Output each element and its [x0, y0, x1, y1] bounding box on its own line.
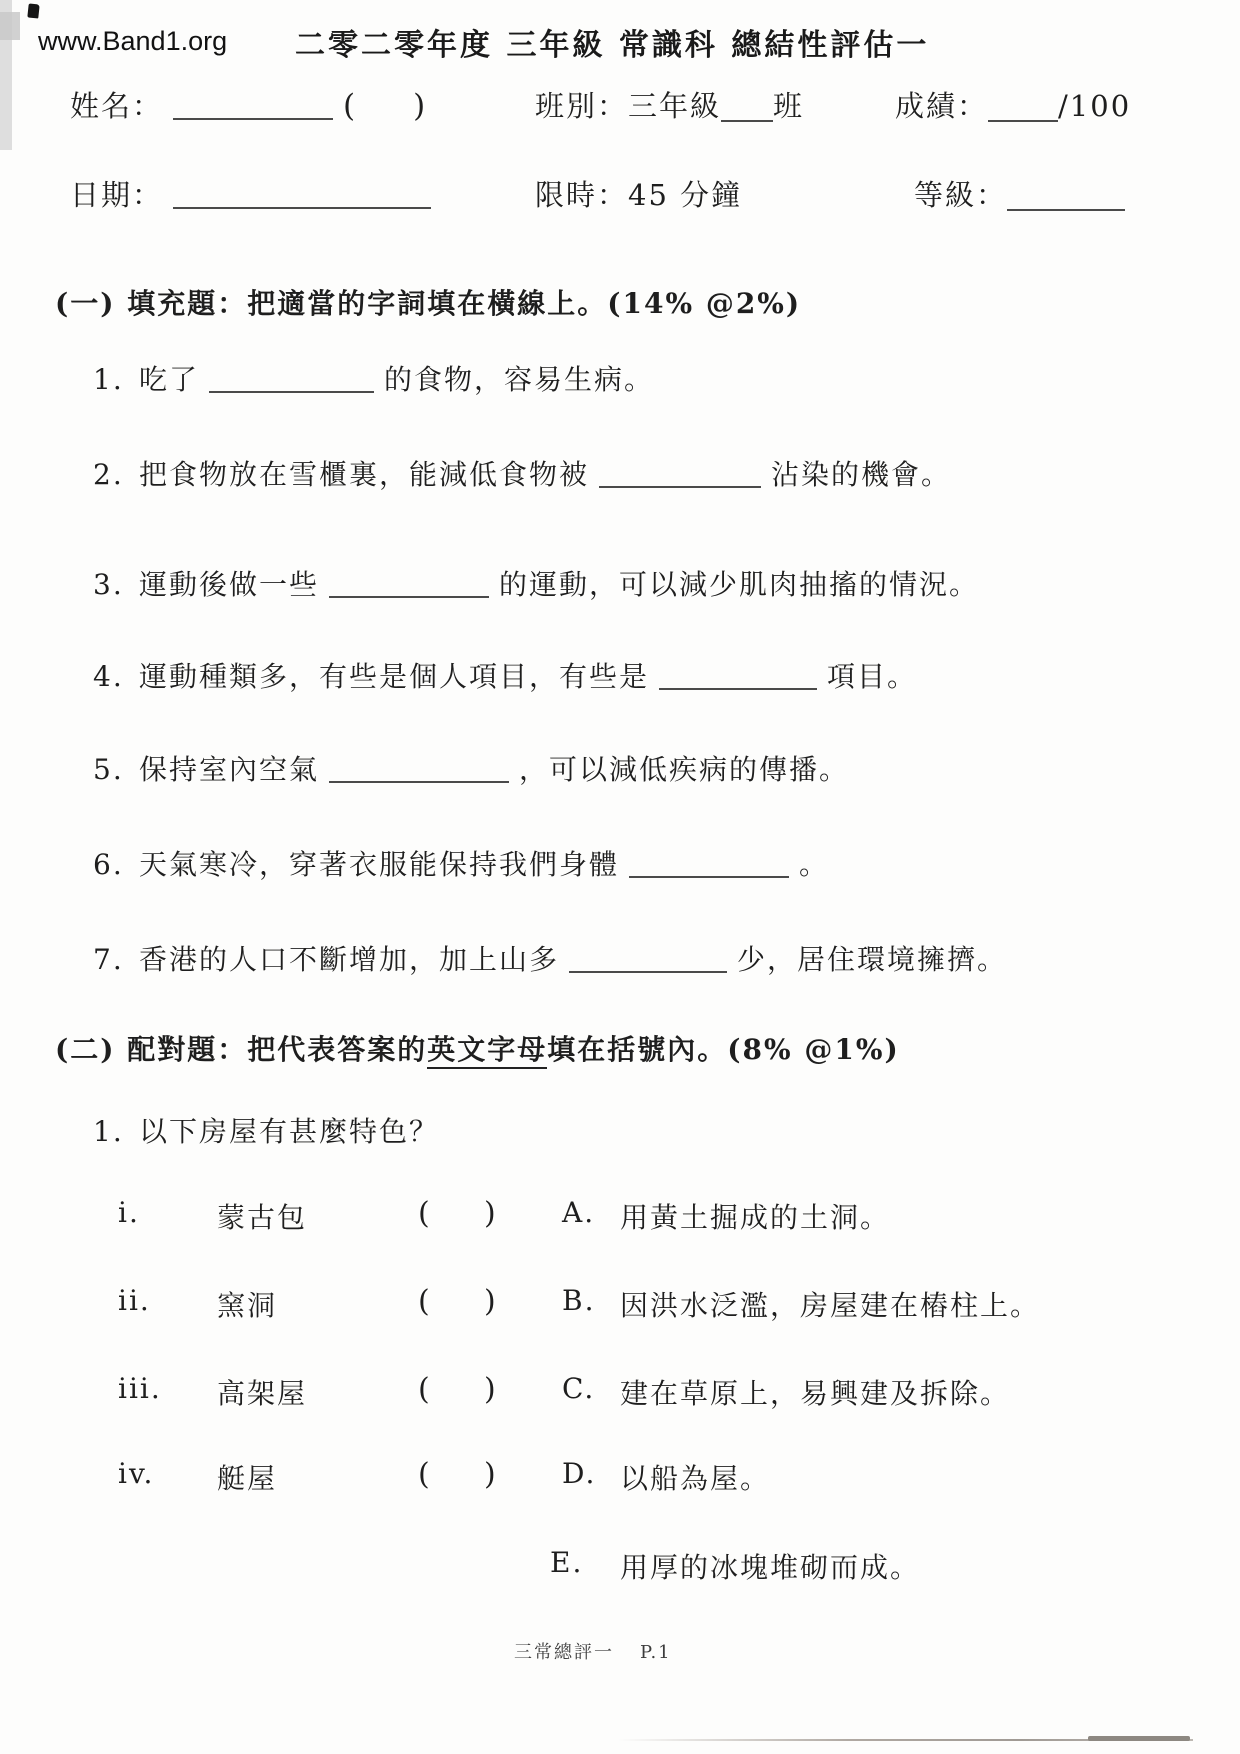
- name-blank: [173, 89, 333, 120]
- question-text-post: 少，居住環境擁擠。: [737, 943, 1008, 976]
- matching-row-ii: [0, 1284, 1240, 1326]
- fill-question-2: [93, 453, 951, 493]
- watermark-url: www.Band1.org: [38, 26, 228, 56]
- question-text-pre: 香港的人口不斷增加，加上山多: [139, 943, 560, 976]
- question-text-pre: 運動後做一些: [139, 568, 320, 601]
- item-number: ii.: [118, 1284, 151, 1317]
- question-number: 1.: [93, 1115, 124, 1148]
- answer-paren-close: ): [484, 1284, 498, 1319]
- item-number: iv.: [118, 1457, 155, 1490]
- answer-blank: [599, 458, 761, 488]
- question-text-post: 的食物，容易生病。: [384, 363, 655, 396]
- matching-row-i: [0, 1196, 1240, 1238]
- option-letter: C.: [562, 1372, 596, 1405]
- answer-blank: [629, 848, 789, 878]
- question-text-post: ，可以減低疾病的傳播。: [519, 753, 850, 786]
- fill-question-6: [93, 843, 829, 883]
- question-text: 以下房屋有甚麼特色？: [139, 1115, 440, 1148]
- section2-marker: (二): [55, 1033, 116, 1066]
- score-blank: [988, 91, 1058, 122]
- answer-blank: [329, 568, 489, 598]
- option-text: 用厚的冰塊堆砌而成。: [620, 1551, 921, 1584]
- fill-question-7: [93, 938, 1007, 978]
- section2-heading-post: 填在括號內。(8% @1%): [547, 1033, 900, 1066]
- matching-row-iii: [0, 1372, 1240, 1414]
- section2-heading-pre: 配對題：把代表答案的: [127, 1033, 428, 1066]
- footer-doc-code: 三常總評一: [514, 1642, 614, 1663]
- section2-heading-underlined: 英文字母: [427, 1033, 547, 1069]
- score-total: /100: [1058, 89, 1132, 123]
- time-value: 45 分鐘: [628, 178, 743, 212]
- answer-paren-open: (: [418, 1457, 432, 1492]
- fill-question-5: [93, 748, 849, 788]
- footer-page-number: P.1: [640, 1642, 672, 1663]
- fill-question-3: [93, 563, 979, 603]
- answer-paren-close: ): [484, 1196, 498, 1231]
- item-label: 窯洞: [217, 1289, 278, 1322]
- page-title: 二零二零年度 三年級 常識科 總結性評估一: [295, 28, 930, 63]
- class-suffix: 班: [773, 89, 805, 123]
- fill-question-4: [93, 655, 917, 695]
- page-footer: [514, 1638, 672, 1664]
- fill-question-1: [93, 358, 654, 398]
- grade-label: 等級：: [914, 178, 1008, 212]
- answer-blank: [329, 753, 509, 783]
- question-text-pre: 天氣寒冷，穿著衣服能保持我們身體: [139, 848, 620, 881]
- class-label: 班別：: [535, 89, 629, 123]
- item-number: iii.: [118, 1372, 162, 1405]
- scan-bottom-mark: [1088, 1736, 1190, 1741]
- item-label: 艇屋: [217, 1462, 278, 1495]
- option-text: 用黃土掘成的土洞。: [620, 1201, 891, 1234]
- answer-paren-close: ): [484, 1457, 498, 1492]
- question-number: 4.: [93, 660, 124, 693]
- item-number: i.: [118, 1196, 140, 1229]
- date-blank: [173, 178, 431, 209]
- question-number: 2.: [93, 458, 124, 491]
- date-field-group: [70, 173, 441, 214]
- option-text: 建在草原上，易興建及拆除。: [620, 1377, 1011, 1410]
- answer-blank: [209, 363, 374, 393]
- class-blank: [721, 91, 773, 122]
- option-letter: E.: [550, 1546, 584, 1579]
- answer-paren-close: ): [484, 1372, 498, 1407]
- option-letter: A.: [562, 1196, 596, 1229]
- question-number: 3.: [93, 568, 124, 601]
- answer-paren-open: (: [418, 1372, 432, 1407]
- answer-blank: [659, 660, 817, 690]
- option-text: 因洪水泛濫，房屋建在樁柱上。: [620, 1289, 1041, 1322]
- class-field-group: [535, 84, 804, 125]
- grade-field-group: [914, 173, 1125, 214]
- question-text-post: 沾染的機會。: [771, 458, 952, 491]
- class-prefix: 三年級: [628, 89, 722, 123]
- question-text-pre: 把食物放在雪櫃裏，能減低食物被: [139, 458, 590, 491]
- time-field-group: [535, 173, 742, 214]
- score-label: 成績：: [895, 89, 989, 123]
- name-paren-open: (: [343, 88, 358, 124]
- answer-paren-open: (: [418, 1196, 432, 1231]
- question-number: 6.: [93, 848, 124, 881]
- question-text-pre: 運動種類多，有些是個人項目，有些是: [139, 660, 650, 693]
- scan-corner-smudge: [0, 12, 20, 40]
- name-label: 姓名：: [70, 89, 164, 123]
- grade-blank: [1007, 180, 1125, 211]
- item-label: 蒙古包: [217, 1201, 308, 1234]
- question-text-pre: 保持室內空氣: [139, 753, 320, 786]
- question-text-pre: 吃了: [139, 363, 200, 396]
- option-letter: B.: [562, 1284, 596, 1317]
- date-label: 日期：: [70, 178, 164, 212]
- name-field-group: [70, 84, 427, 125]
- section1-heading: (一) 填充題：把適當的字詞填在橫線上。(14% @2%): [55, 287, 802, 320]
- question-number: 5.: [93, 753, 124, 786]
- score-field-group: [895, 84, 1131, 125]
- answer-paren-open: (: [418, 1284, 432, 1319]
- option-letter: D.: [562, 1457, 597, 1490]
- question-number: 1.: [93, 363, 124, 396]
- item-label: 高架屋: [217, 1377, 308, 1410]
- section2-heading: [55, 1028, 900, 1068]
- question-text-post: 項目。: [827, 660, 918, 693]
- matching-row-iv: [0, 1457, 1240, 1499]
- name-paren-close: ): [413, 88, 428, 124]
- scan-corner-mark: [27, 3, 39, 18]
- time-label: 限時：: [535, 178, 629, 212]
- question-text-post: 的運動，可以減少肌肉抽搐的情況。: [499, 568, 980, 601]
- matching-question-1: [93, 1110, 439, 1150]
- question-text-post: 。: [799, 848, 830, 881]
- question-number: 7.: [93, 943, 124, 976]
- answer-blank: [569, 943, 727, 973]
- option-text: 以船為屋。: [620, 1462, 771, 1495]
- matching-row-e: [0, 1546, 1240, 1588]
